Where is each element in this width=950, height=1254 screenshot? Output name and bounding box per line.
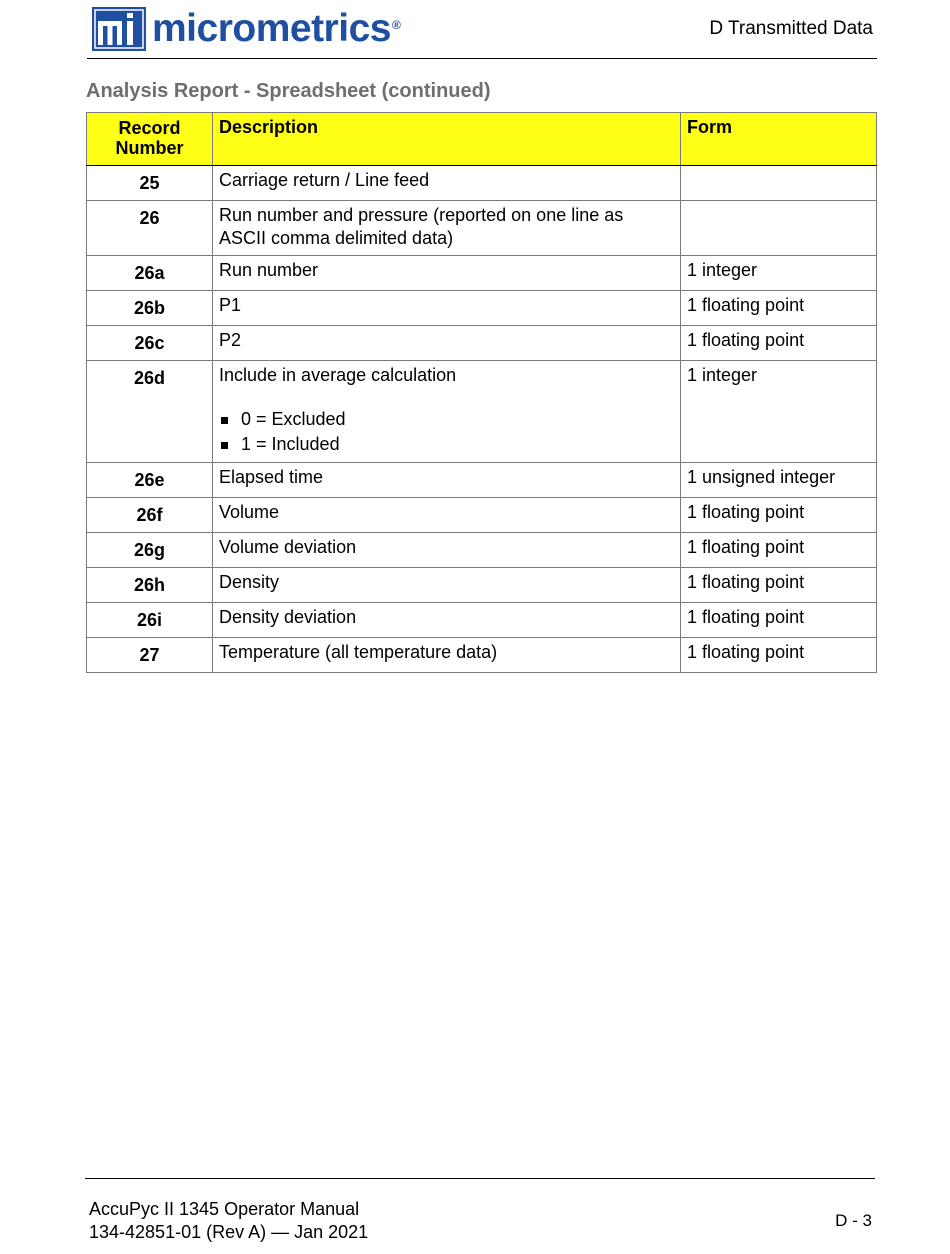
- table-row: [87, 603, 877, 638]
- company-logo: [92, 6, 400, 52]
- header-form: Form: [681, 113, 877, 166]
- table-row: [87, 361, 877, 463]
- description-cell: [213, 638, 681, 673]
- description-text: Temperature (all temperature data): [219, 642, 498, 662]
- description-text: Run number: [219, 260, 319, 280]
- spreadsheet-table: [86, 112, 877, 673]
- header-record-number: Record Number: [87, 113, 213, 166]
- footer-divider: [85, 1178, 875, 1179]
- description-cell: [213, 326, 681, 361]
- record-number-cell: 27: [87, 638, 213, 673]
- bullet-item: [219, 432, 674, 457]
- description-text: Volume: [219, 502, 280, 522]
- bullet-item: [219, 407, 674, 432]
- record-number-cell: 26: [87, 201, 213, 256]
- form-cell: 1 integer: [681, 361, 877, 463]
- description-cell: [213, 256, 681, 291]
- record-number-cell: 26d: [87, 361, 213, 463]
- description-cell: [213, 533, 681, 568]
- description-cell: [213, 463, 681, 498]
- record-number-cell: 26g: [87, 533, 213, 568]
- description-cell: [213, 166, 681, 201]
- description-cell: [213, 361, 681, 463]
- form-cell: 1 floating point: [681, 568, 877, 603]
- table-row: [87, 638, 877, 673]
- footer-manual-info: [89, 1198, 368, 1244]
- table-row: [87, 498, 877, 533]
- record-number-cell: 26a: [87, 256, 213, 291]
- description-cell: [213, 568, 681, 603]
- description-text: Run number and pressure (reported on one line as ASCII comma delimited data): [219, 205, 624, 248]
- form-cell: [681, 201, 877, 256]
- record-number-cell: 26e: [87, 463, 213, 498]
- record-number-cell: 26h: [87, 568, 213, 603]
- bullet-list: [219, 407, 674, 457]
- record-number-cell: 26f: [87, 498, 213, 533]
- table-row: [87, 326, 877, 361]
- description-text: Carriage return / Line feed: [219, 170, 430, 190]
- square-bullet-icon: [221, 417, 228, 424]
- description-cell: [213, 201, 681, 256]
- description-text: Include in average calculation: [219, 365, 457, 385]
- header-divider: [87, 58, 877, 59]
- description-cell: [213, 603, 681, 638]
- description-text: Density: [219, 572, 280, 592]
- form-cell: 1 integer: [681, 256, 877, 291]
- description-text: Elapsed time: [219, 467, 324, 487]
- table-row: [87, 291, 877, 326]
- record-number-cell: 26c: [87, 326, 213, 361]
- description-text: P1: [219, 295, 242, 315]
- description-text: Density deviation: [219, 607, 357, 627]
- form-cell: 1 unsigned integer: [681, 463, 877, 498]
- record-number-cell: 25: [87, 166, 213, 201]
- bullet-text: 1 = Included: [241, 434, 340, 454]
- chapter-label: D Transmitted Data: [709, 18, 873, 39]
- form-cell: [681, 166, 877, 201]
- description-text: P2: [219, 330, 242, 350]
- square-bullet-icon: [221, 442, 228, 449]
- description-cell: [213, 291, 681, 326]
- table-row: [87, 533, 877, 568]
- form-cell: 1 floating point: [681, 291, 877, 326]
- form-cell: 1 floating point: [681, 533, 877, 568]
- description-cell: [213, 498, 681, 533]
- table-row: [87, 201, 877, 256]
- logo-mark-icon: [92, 7, 146, 51]
- footer-manual-title: AccuPyc II 1345 Operator Manual: [89, 1199, 360, 1219]
- form-cell: 1 floating point: [681, 603, 877, 638]
- form-cell: 1 floating point: [681, 498, 877, 533]
- form-cell: 1 floating point: [681, 326, 877, 361]
- page-number: D - 3: [835, 1211, 872, 1230]
- record-number-cell: 26i: [87, 603, 213, 638]
- table-row: [87, 463, 877, 498]
- description-text: Volume deviation: [219, 537, 357, 557]
- logo-wordmark: micrometrics®: [152, 7, 401, 50]
- form-cell: 1 floating point: [681, 638, 877, 673]
- bullet-text: 0 = Excluded: [241, 409, 346, 429]
- table-row: [87, 166, 877, 201]
- table-header-row: [87, 113, 877, 166]
- table-row: [87, 256, 877, 291]
- footer-part-number: 134-42851-01 (Rev A) — Jan 2021: [89, 1222, 369, 1242]
- record-number-cell: 26b: [87, 291, 213, 326]
- table-row: [87, 568, 877, 603]
- header-description: Description: [213, 113, 681, 166]
- page-title: Analysis Report - Spreadsheet (continued): [86, 80, 491, 102]
